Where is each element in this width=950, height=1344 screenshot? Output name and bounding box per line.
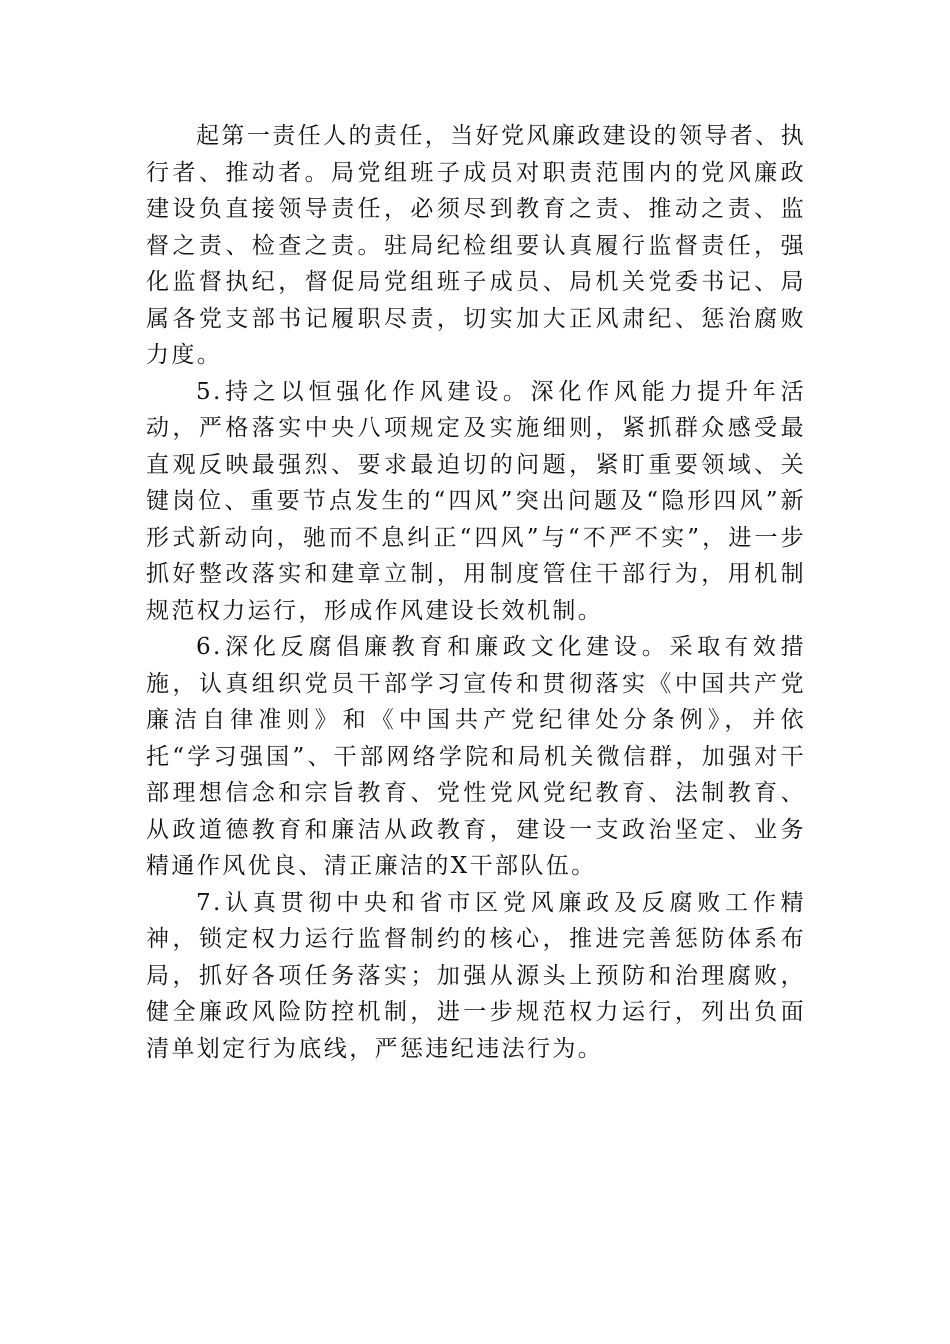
paragraph-item-7: 7.认真贯彻中央和省市区党风廉政及反腐败工作精神，锁定权力运行监督制约的核心，推进完善惩防体系布局，抓好各项任务落实；加强从源头上预防和治理腐败，健全廉政风险防控机制，进一步规范权力运行，列出负面清单划定行为底线，严惩违纪违法行为。 — [146, 889, 806, 1062]
document-body — [146, 118, 806, 1067]
paragraph-item-5: 5.持之以恒强化作风建设。深化作风能力提升年活动，严格落实中央八项规定及实施细则，紧抓群众感受最直观反映最强烈、要求最迫切的问题，紧盯重要领域、关键岗位、重要节点发生的“四风”突出问题及“隐形四风”新形式新动向，驰而不息纠正“四风”与“不严不实”，进一步抓好整改落实和建章立制，用制度管住干部行为，用机制规范权力运行，形成作风建设长效机制。 — [146, 378, 806, 624]
paragraph-item-6: 6.深化反腐倡廉教育和廉政文化建设。采取有效措施，认真组织党员干部学习宣传和贯彻落实《中国共产党廉洁自律准则》和《中国共产党纪律处分条例》，并依托“学习强国”、干部网络学院和局机关微信群，加强对干部理想信念和宗旨教育、党性党风党纪教育、法制教育、从政道德教育和廉洁从政教育，建设一支政治坚定、业务精通作风优良、清正廉洁的X干部队伍。 — [146, 634, 806, 879]
paragraph-responsibility: 起第一责任人的责任，当好党风廉政建设的领导者、执行者、推动者。局党组班子成员对职责范围内的党风廉政建设负直接领导责任，必须尽到教育之责、推动之责、监督之责、检查之责。驻局纪检组要认真履行监督责任，强化监督执纪，督促局党组班子成员、局机关党委书记、局属各党支部书记履职尽责，切实加大正风肃纪、惩治腐败力度。 — [146, 123, 806, 368]
